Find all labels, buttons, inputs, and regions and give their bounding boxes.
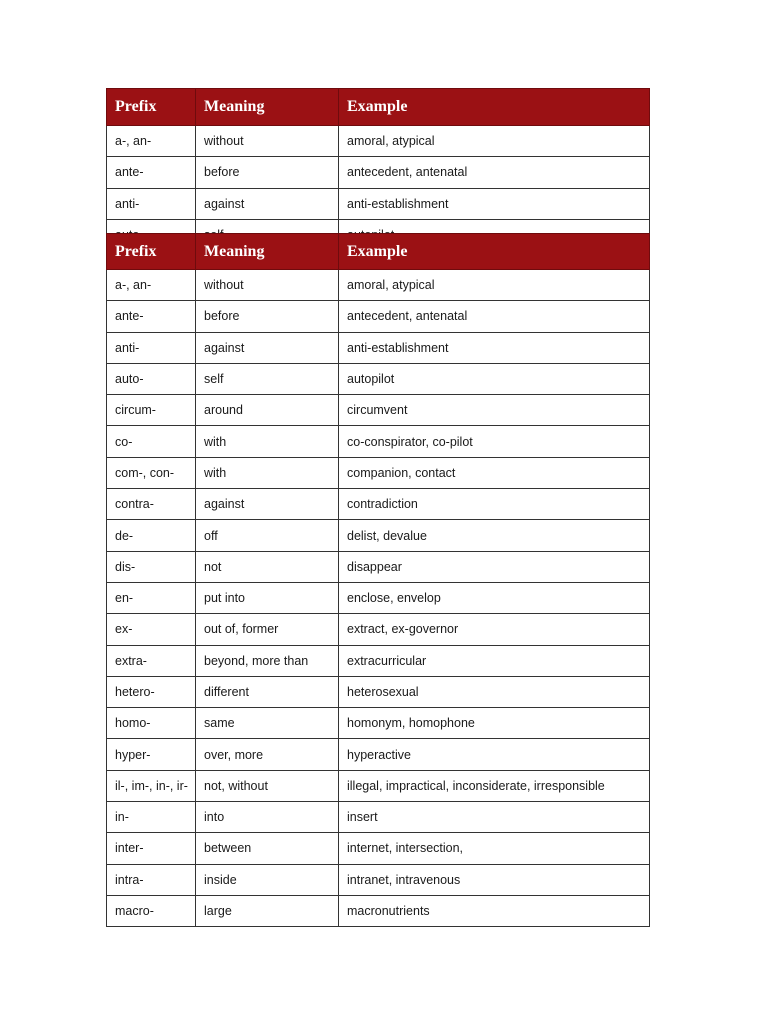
prefix-cell: circum-	[107, 395, 196, 426]
meaning-cell: same	[196, 708, 339, 739]
prefix-cell: de-	[107, 520, 196, 551]
meaning-cell: with	[196, 426, 339, 457]
header-meaning: Meaning	[196, 234, 339, 270]
table-row	[107, 520, 650, 551]
header-example: Example	[339, 234, 650, 270]
example-cell: intranet, intravenous	[339, 864, 650, 895]
example-cell: amoral, atypical	[339, 126, 650, 157]
header-prefix: Prefix	[107, 234, 196, 270]
meaning-cell: without	[196, 126, 339, 157]
meaning-cell: against	[196, 188, 339, 219]
example-cell: illegal, impractical, inconsiderate, irresponsible	[339, 770, 650, 801]
prefix-cell: anti-	[107, 332, 196, 363]
example-cell: delist, devalue	[339, 520, 650, 551]
table-row	[107, 270, 650, 301]
meaning-cell: off	[196, 520, 339, 551]
table-row	[107, 426, 650, 457]
prefix-cell: a-, an-	[107, 270, 196, 301]
example-cell: circumvent	[339, 395, 650, 426]
table-row	[107, 864, 650, 895]
table-row	[107, 457, 650, 488]
prefix-table	[106, 233, 650, 927]
prefix-cell: homo-	[107, 708, 196, 739]
prefix-cell: ante-	[107, 301, 196, 332]
table-row	[107, 645, 650, 676]
prefix-cell: auto-	[107, 363, 196, 394]
example-cell: heterosexual	[339, 676, 650, 707]
prefix-cell: inter-	[107, 833, 196, 864]
prefix-cell: com-, con-	[107, 457, 196, 488]
table-body	[107, 270, 650, 927]
table-row	[107, 676, 650, 707]
meaning-cell: against	[196, 332, 339, 363]
header-prefix: Prefix	[107, 89, 196, 126]
table-row	[107, 833, 650, 864]
example-cell: internet, intersection,	[339, 833, 650, 864]
meaning-cell: self	[196, 363, 339, 394]
meaning-cell: different	[196, 676, 339, 707]
example-cell: antecedent, antenatal	[339, 301, 650, 332]
meaning-cell: out of, former	[196, 614, 339, 645]
table-row	[107, 157, 650, 188]
prefix-cell: ante-	[107, 157, 196, 188]
table-row	[107, 332, 650, 363]
prefix-cell: il-, im-, in-, ir-	[107, 770, 196, 801]
example-cell: co-conspirator, co-pilot	[339, 426, 650, 457]
table-row	[107, 582, 650, 613]
example-cell: autopilot	[339, 363, 650, 394]
prefix-cell: dis-	[107, 551, 196, 582]
table-body	[107, 126, 650, 251]
prefix-cell: hyper-	[107, 739, 196, 770]
table-header-row	[107, 234, 650, 270]
table-row	[107, 489, 650, 520]
meaning-cell: against	[196, 489, 339, 520]
table-row	[107, 551, 650, 582]
example-cell: macronutrients	[339, 895, 650, 926]
example-cell: disappear	[339, 551, 650, 582]
meaning-cell: large	[196, 895, 339, 926]
table-row	[107, 708, 650, 739]
table-row	[107, 395, 650, 426]
example-cell: amoral, atypical	[339, 270, 650, 301]
meaning-cell: with	[196, 457, 339, 488]
header-example: Example	[339, 89, 650, 126]
prefix-cell: co-	[107, 426, 196, 457]
meaning-cell: into	[196, 802, 339, 833]
example-cell: anti-establishment	[339, 332, 650, 363]
example-cell: antecedent, antenatal	[339, 157, 650, 188]
example-cell: contradiction	[339, 489, 650, 520]
example-cell: enclose, envelop	[339, 582, 650, 613]
table-row	[107, 802, 650, 833]
prefix-cell: in-	[107, 802, 196, 833]
example-cell: extracurricular	[339, 645, 650, 676]
prefix-cell: intra-	[107, 864, 196, 895]
meaning-cell: between	[196, 833, 339, 864]
meaning-cell: beyond, more than	[196, 645, 339, 676]
prefix-table-background	[106, 88, 650, 251]
header-meaning: Meaning	[196, 89, 339, 126]
example-cell: anti-establishment	[339, 188, 650, 219]
meaning-cell: not	[196, 551, 339, 582]
example-cell: homonym, homophone	[339, 708, 650, 739]
example-cell: companion, contact	[339, 457, 650, 488]
table-row	[107, 363, 650, 394]
table-row	[107, 126, 650, 157]
table-row	[107, 895, 650, 926]
meaning-cell: put into	[196, 582, 339, 613]
table-row	[107, 188, 650, 219]
table-row	[107, 770, 650, 801]
prefix-cell: extra-	[107, 645, 196, 676]
prefix-cell: a-, an-	[107, 126, 196, 157]
meaning-cell: inside	[196, 864, 339, 895]
prefix-cell: hetero-	[107, 676, 196, 707]
meaning-cell: before	[196, 157, 339, 188]
example-cell: extract, ex-governor	[339, 614, 650, 645]
prefix-cell: macro-	[107, 895, 196, 926]
prefix-cell: anti-	[107, 188, 196, 219]
meaning-cell: around	[196, 395, 339, 426]
prefix-cell: ex-	[107, 614, 196, 645]
meaning-cell: not, without	[196, 770, 339, 801]
meaning-cell: without	[196, 270, 339, 301]
meaning-cell: before	[196, 301, 339, 332]
prefix-cell: en-	[107, 582, 196, 613]
table-row	[107, 739, 650, 770]
example-cell: hyperactive	[339, 739, 650, 770]
meaning-cell: over, more	[196, 739, 339, 770]
table-header-row	[107, 89, 650, 126]
prefix-cell: contra-	[107, 489, 196, 520]
table-row	[107, 614, 650, 645]
table-row	[107, 301, 650, 332]
example-cell: insert	[339, 802, 650, 833]
